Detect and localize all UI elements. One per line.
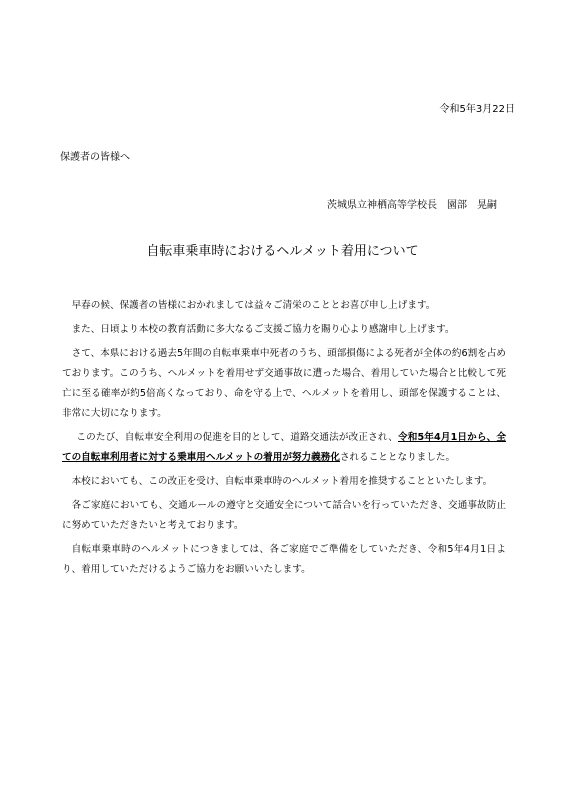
paragraph-thanks: また、日頃より本校の教育活動に多大なるご支援ご協力を賜り心より感謝申し上げます。 <box>71 324 455 335</box>
paragraph-school-policy: 本校においても、この改正を受け、自転車乗車時のヘルメット着用を推奨することといたします。 <box>71 476 493 487</box>
paragraph-helmet-request: 自転車乗車時のヘルメットにつきましては、各ご家庭でご準備をしていただき、令和5年4月1日より、着用していただけるようご協力をお願いいたします。 <box>62 544 506 575</box>
letter-title: 自転車乗車時におけるヘルメット着用について <box>146 244 419 259</box>
paragraph-family-request: 各ご家庭においても、交通ルールの遵守と交通安全について話合いを行っていただき、交通事故防止に努めていただきたいと考えております。 <box>62 500 506 531</box>
paragraph-greeting: 早春の候、保護者の皆様におかれましては益々ご清栄のこととお喜び申し上げます。 <box>71 300 436 311</box>
law-change-emphasis: 令和5年4月1日から、全ての自転車利用者に対する乗車用ヘルメットの着用が努力義務化 <box>62 432 506 463</box>
law-change-outro: されることとなりました。 <box>339 452 456 463</box>
letter-body <box>62 296 506 584</box>
paragraph-statistics: さて、本県における過去5年間の自転車乗車中死者のうち、頭部損傷による死者が全体の約6割を占めております。このうち、ヘルメットを着用せず交通事故に遭った場合、着用していた場合と比較して死亡に至る確率が約5倍高くなっており、命を守る上で、ヘルメットを着用し、頭部を保護することは、非常に大切になります。 <box>62 348 506 419</box>
sender: 茨城県立神栖高等学校長 園部 晃嗣 <box>327 200 497 211</box>
addressee: 保護者の皆様へ <box>60 152 130 163</box>
letter-date: 令和5年3月22日 <box>439 104 515 115</box>
law-change-intro: このたび、自転車安全利用の促進を目的として、道路交通法が改正され、 <box>76 432 398 443</box>
paragraph-law-change <box>62 428 506 468</box>
